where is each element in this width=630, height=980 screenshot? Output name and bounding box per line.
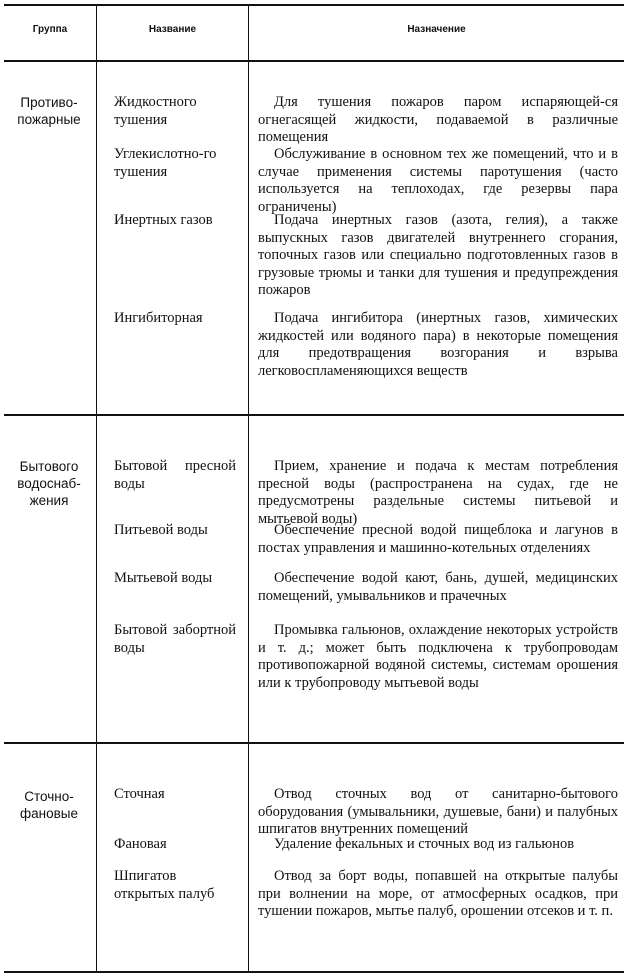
- name-cell: Инертных газов: [114, 212, 213, 228]
- name-cell: Шпигатов открытых палуб: [114, 868, 215, 902]
- purpose-cell: Удаление фекальных и сточных вод из гальюнов: [274, 836, 575, 852]
- section-divider-2: [4, 742, 624, 744]
- purpose-cell: Обслуживание в основном тех же помещений, что и в случае применения системы паротушения (часто используется на теплоходах, где резервы пара ограничены): [258, 146, 618, 215]
- group-label: Бытового водоснаб- жения: [17, 459, 81, 508]
- purpose-cell: Для тушения пожаров паром испаряющей-ся огнегасящей жидкости, подаваемой в различные помещения: [258, 94, 618, 145]
- purpose-cell: Прием, хранение и подача к местам потребления пресной воды (распространена на судах, где не предусмотрены раздельные системы питьевой и мытьевой воды): [258, 458, 618, 527]
- group-fire-fighting: [6, 94, 92, 128]
- table-bottom-rule: [4, 971, 624, 973]
- column-divider-1: [96, 4, 97, 972]
- purpose-cell: Обеспечение водой кают, бань, душей, медицинских помещений, умывальников и прачечных: [258, 570, 618, 604]
- table-top-rule: [4, 4, 624, 6]
- purpose-cell: Обеспечение пресной водой пищеблока и лагунов в постах управления и машинно-котельных отделениях: [258, 522, 618, 556]
- group-label: Противо- пожарные: [17, 95, 81, 127]
- group-label: Сточно- фановые: [20, 789, 78, 821]
- group-domestic-water-supply: [6, 458, 92, 509]
- name-cell: Сточная: [114, 786, 165, 802]
- header-name: Название: [148, 24, 197, 35]
- header-purpose: Назначение: [407, 24, 466, 35]
- section-divider-1: [4, 414, 624, 416]
- name-cell: Бытовой забортной воды: [114, 622, 236, 656]
- group-sewage-drainage: [6, 788, 92, 822]
- purpose-cell: Подача инертных газов (азота, гелия), а также выпускных газов двигателей внутреннего сгорания, топочных газов или специально подготовленных газов в грузовые трюмы и танки для тушения и предупреждения пожаров: [258, 212, 618, 298]
- purpose-cell: Отвод за борт воды, попавшей на открытые палубы при волнении на море, от атмосферных осадков, при тушении пожаров, мытье палуб, орошении отсеков и т. п.: [258, 868, 618, 919]
- purpose-cell: Промывка гальюнов, охлаждение некоторых устройств и т. д.; может быть подключена к трубопроводам противопожарной водяной системы, системам орошения или к трубопроводу мытьевой воды: [258, 622, 618, 691]
- name-cell: Мытьевой воды: [114, 570, 213, 586]
- name-cell: Ингибиторная: [114, 310, 203, 326]
- name-cell: Питьевой воды: [114, 522, 208, 538]
- purpose-cell: Отвод сточных вод от санитарно-бытового оборудования (умывальники, душевые, бани) и палубных шпигатов внутренних помещений: [258, 786, 618, 837]
- purpose-cell: Подача ингибитора (инертных газов, химических жидкостей или водяного пара) в некоторые помещения для предотвращения возгорания и взрыва легковоспламеняющихся веществ: [258, 310, 618, 379]
- header-bottom-rule: [4, 60, 624, 62]
- header-group: Группа: [32, 24, 68, 35]
- name-cell: Жидкостного тушения: [114, 94, 197, 128]
- name-cell: Бытовой пресной воды: [114, 458, 236, 492]
- column-divider-2: [248, 4, 249, 972]
- name-cell: Углекислотно-го тушения: [114, 146, 217, 180]
- name-cell: Фановая: [114, 836, 167, 852]
